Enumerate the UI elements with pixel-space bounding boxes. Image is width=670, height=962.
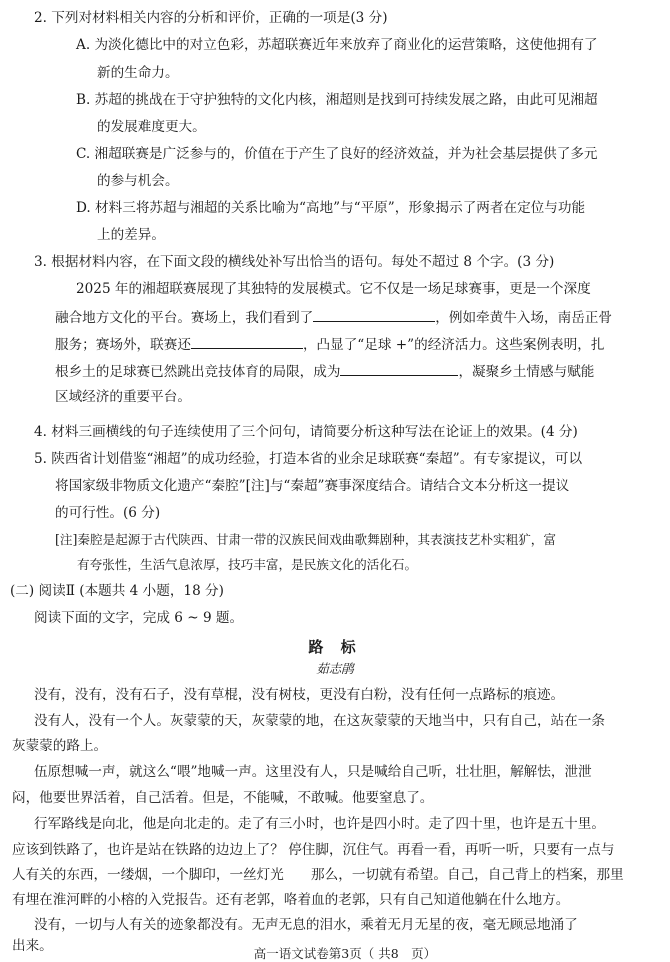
answer-blank-2[interactable]: [191, 334, 303, 349]
q4-stem: 4. 材料三画横线的句子连续使用了三个问句，请简要分析这种写法在论证上的效果。(4 分): [34, 424, 578, 440]
q3-text: 融合地方文化的平台。赛场上，我们看到了: [55, 310, 314, 326]
article-line: 灰蒙蒙的路上。: [12, 738, 108, 754]
q2-option-a-cont: 新的生命力。: [97, 65, 179, 81]
q2-option-d-cont: 上的差异。: [97, 227, 165, 243]
answer-blank-1[interactable]: [313, 307, 435, 322]
answer-blank-3[interactable]: [340, 361, 458, 376]
q5-note: [注]秦腔是起源于古代陕西、甘肃一带的汉族民间戏曲歌舞剧种，其表演技艺朴实粗犷，富: [55, 532, 556, 547]
q5-stem: 5. 陕西省计划借鉴“湘超”的成功经验，打造本省的业余足球联赛“秦超”。有专家提议，可以: [34, 451, 583, 467]
q2-option-c-cont: 的参与机会。: [97, 173, 179, 189]
q3-text: ，例如牵黄牛入场，南岳正骨: [435, 310, 612, 326]
article-line: 没有，没有，没有石子，没有草棍，没有树枝，更没有白粉，没有任何一点路标的痕迹。: [34, 687, 565, 703]
q2-option-b-cont: 的发展难度更大。: [97, 119, 206, 135]
q5-stem-cont: 的可行性。(6 分): [55, 505, 161, 521]
article-line: 有埋在淮河畔的小榕的入党报告。还有老郭，咯着血的老郭，只有自己知道他躺在什么地方。: [12, 892, 570, 908]
q3-text: ，凸显了“足球 +”的经济活力。这些案例表明，扎: [302, 337, 605, 353]
article-line: 伍原想喊一声，就这么“喂”地喊一声。这里没有人，只是喊给自己听，壮壮胆，解解怯，泄泄: [34, 764, 592, 780]
q2-option-a: A. 为淡化德比中的对立色彩，苏超联赛近年来放弃了商业化的运营策略，这使他拥有了: [76, 37, 598, 53]
q3-text: 根乡土的足球赛已然跳出竞技体育的局限，成为: [55, 364, 341, 380]
q2-stem: 2. 下列对材料相关内容的分析和评价，正确的一项是(3 分): [34, 10, 388, 26]
q2-option-d: D. 材料三将苏超与湘超的关系比喻为“高地”与“平原”，形象揭示了两者在定位与功能: [76, 200, 586, 216]
section-instruction: 阅读下面的文字，完成 6 ~ 9 题。: [34, 610, 244, 626]
article-line: 闷，他要世界活着，自己活着。但是，不能喊，不敢喊。他要窒息了。: [12, 790, 434, 806]
article-line: 出来。: [12, 938, 53, 954]
article-line: 应该到铁路了，也许是站在铁路的边边上了？ 停住脚，沉住气。再看一看，再听一听，只要有一点与: [12, 842, 615, 858]
q3-passage-line: 区域经济的重要平台。: [55, 389, 191, 405]
article-line: 没有，一切与人有关的迹象都没有。无声无息的泪水，乘着无月无星的夜，毫无顾忌地涌了: [34, 917, 578, 933]
q3-passage-line: [55, 361, 594, 381]
article-line: 没有人，没有一个人。灰蒙蒙的天，灰蒙蒙的地，在这灰蒙蒙的天地当中，只有自己，站在一条: [34, 713, 605, 729]
section-heading: (二) 阅读Ⅱ (本题共 4 小题，18 分): [10, 583, 224, 599]
q2-option-b: B. 苏超的挑战在于守护独特的文化内核，湘超则是找到可持续发展之路，由此可见湘超: [76, 92, 598, 108]
q3-stem: 3. 根据材料内容，在下面文段的横线处补写出恰当的语句。每处不超过 8 个字。(3 分): [34, 254, 555, 270]
page-footer: 高一语文试卷第3页（ 共8 页）: [253, 946, 437, 961]
article-line: 行军路线是向北，他是向北走的。走了有三小时，也许是四小时。走了四十里，也许是五十里。: [34, 816, 605, 832]
q5-note-cont: 有夸张性，生活气息浓厚，技巧丰富，是民族文化的活化石。: [77, 557, 418, 572]
article-author: 茹志鹃: [316, 661, 354, 676]
q2-option-c: C. 湘超联赛是广泛参与的，价值在于产生了良好的经济效益，并为社会基层提供了多元: [76, 146, 598, 162]
article-title: 路 标: [308, 638, 362, 656]
q3-text: 服务；赛场外，联赛还: [55, 337, 191, 353]
q3-passage-line: [55, 307, 612, 327]
q3-passage-line: 2025 年的湘超联赛展现了其独特的发展模式。它不仅是一场足球赛事，更是一个深度: [76, 281, 591, 297]
q3-passage-line: [55, 334, 604, 354]
article-line: 人有关的东西，一缕烟，一个脚印，一丝灯光 那么，一切就有希望。自己，自己背上的档案，那里: [12, 867, 624, 883]
q5-stem-cont: 将国家级非物质文化遗产“秦腔”[注]与“秦超”赛事深度结合。请结合文本分析这一提议: [55, 478, 570, 494]
q3-text: ，凝聚乡土情感与赋能: [458, 364, 595, 380]
